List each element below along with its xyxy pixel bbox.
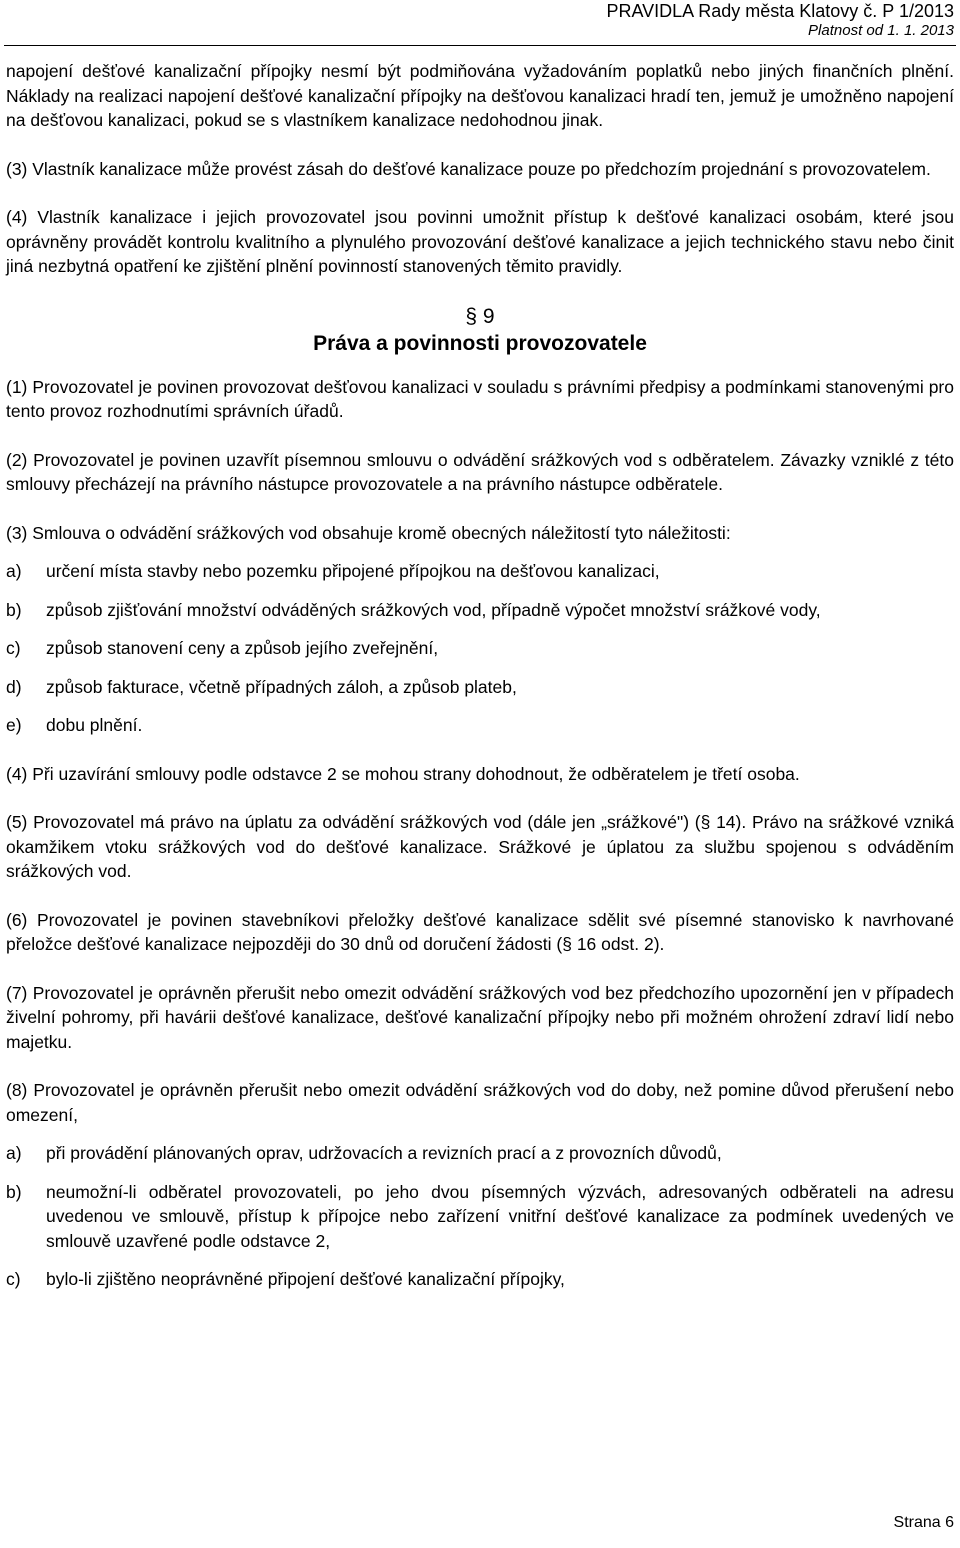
list-item bbox=[6, 675, 954, 700]
list-item-text: bylo-li zjištěno neoprávněné připojení dešťové kanalizační přípojky, bbox=[46, 1269, 565, 1289]
validity-date: Platnost od 1. 1. 2013 bbox=[808, 22, 954, 39]
section-paragraph-4: (4) Při uzavírání smlouvy podle odstavce 2 se mohou strany dohodnout, že odběratelem je třetí osoba. bbox=[6, 763, 800, 784]
list-item bbox=[6, 1267, 954, 1292]
interruption-reasons-list bbox=[6, 1141, 954, 1292]
list-item-label: a) bbox=[6, 1143, 22, 1163]
section-paragraph-3: (3) Smlouva o odvádění srážkových vod obsahuje kromě obecných náležitostí tyto náležitosti: bbox=[6, 522, 731, 543]
section-heading bbox=[6, 303, 954, 357]
page-number: Strana 6 bbox=[893, 1514, 954, 1531]
document-title: PRAVIDLA Rady města Klatovy č. P 1/2013 bbox=[606, 1, 954, 21]
list-item-label: d) bbox=[6, 676, 22, 697]
header-divider bbox=[4, 45, 956, 46]
section-title: Práva a povinnosti provozovatele bbox=[313, 331, 647, 355]
list-item bbox=[6, 1180, 954, 1254]
section-paragraph-7: (7) Provozovatel je oprávněn přerušit nebo omezit odvádění srážkových vod bez předchozího upozornění jen v případech živelní pohromy, při havárii dešťové kanalizace, dešťové kanalizační přípojky nebo při možném ohrožení zdraví lidí nebo majetku. bbox=[6, 982, 954, 1052]
list-item-text: dobu plnění. bbox=[46, 715, 143, 735]
list-item-text: způsob stanovení ceny a způsob jejího zveřejnění, bbox=[46, 638, 439, 658]
list-item-text: způsob fakturace, včetně případných záloh, a způsob plateb, bbox=[46, 676, 517, 697]
list-item-text: při provádění plánovaných oprav, udržovacích a revizních prací a z provozních důvodů, bbox=[46, 1143, 722, 1163]
list-item bbox=[6, 636, 954, 661]
list-item bbox=[6, 1141, 954, 1166]
section-paragraph-1: (1) Provozovatel je povinen provozovat dešťovou kanalizaci v souladu s právními předpisy a podmínkami stanovenými pro tento provoz rozhodnutími správních úřadů. bbox=[6, 376, 954, 421]
section-paragraph-5: (5) Provozovatel má právo na úplatu za odvádění srážkových vod (dále jen „srážkové") (§ 14). Právo na srážkové vzniká okamžikem vtoku srážkových vod do dešťové kanalizace. Srážkové je úplatou za službu spojenou s odváděním srážkových vod. bbox=[6, 812, 954, 881]
list-item-label: a) bbox=[6, 561, 22, 581]
list-item-text: určení místa stavby nebo pozemku připojené přípojkou na dešťovou kanalizaci, bbox=[46, 561, 660, 581]
section-paragraph-8: (8) Provozovatel je oprávněn přerušit nebo omezit odvádění srážkových vod do doby, než pomine důvod přerušení nebo omezení, bbox=[6, 1080, 954, 1125]
list-item-label: b) bbox=[6, 1181, 22, 1202]
contract-requirements-list bbox=[6, 559, 954, 738]
list-item-label: c) bbox=[6, 1269, 21, 1289]
page-header bbox=[606, 0, 954, 40]
section-paragraph-6: (6) Provozovatel je povinen stavebníkovi přeložky dešťové kanalizace sdělit své písemné stanovisko k navrhované přeložce dešťové kanalizace nejpozději do 30 dnů od doručení žádosti (§ 16 odst. 2). bbox=[6, 909, 954, 954]
list-item-label: e) bbox=[6, 715, 22, 735]
list-item-label: b) bbox=[6, 599, 22, 620]
list-item-text: způsob zjišťování množství odváděných srážkových vod, případně výpočet množství srážkové vody, bbox=[46, 599, 821, 620]
section-number: § 9 bbox=[465, 304, 495, 328]
paragraph-3: (3) Vlastník kanalizace může provést zásah do dešťové kanalizace pouze po předchozím projednání s provozovatelem. bbox=[6, 158, 931, 179]
list-item bbox=[6, 713, 954, 738]
list-item bbox=[6, 559, 954, 584]
intro-paragraph: napojení dešťové kanalizační přípojky nesmí být podmiňována vyžadováním poplatků nebo jiných finančních plnění. Náklady na realizaci napojení dešťové kanalizační přípojky na dešťovou kanalizaci hradí ten, jemuž je umožněno napojení na dešťovou kanalizaci, pokud se s vlastníkem kanalizace nedohodnou jinak. bbox=[6, 61, 954, 130]
list-item-label: c) bbox=[6, 638, 21, 658]
section-paragraph-2: (2) Provozovatel je povinen uzavřít písemnou smlouvu o odvádění srážkových vod s odběratelem. Závazky vzniklé z této smlouvy přecházejí na právního nástupce provozovatele a na právního nástupce odběratele. bbox=[6, 449, 954, 494]
paragraph-4: (4) Vlastník kanalizace i jejich provozovatel jsou povinni umožnit přístup k dešťové kanalizaci osobám, které jsou oprávněny provádět kontrolu kvalitního a plynulého provozování dešťové kanalizace a jejich technického stavu nebo činit jiná nezbytná opatření ke zjištění plnění povinností stanovených těmito pravidly. bbox=[6, 207, 954, 276]
list-item bbox=[6, 598, 954, 623]
document-body bbox=[6, 59, 954, 1306]
list-item-text: neumožní-li odběratel provozovateli, po jeho dvou písemných výzvách, adresovaných odběrateli na adresu uvedenou ve smlouvě, přístup k přípojce nebo zařízení vnitřní dešťové kanalizace za podmínek uvedených ve smlouvě uzavřené podle odstavce 2, bbox=[46, 1181, 954, 1251]
